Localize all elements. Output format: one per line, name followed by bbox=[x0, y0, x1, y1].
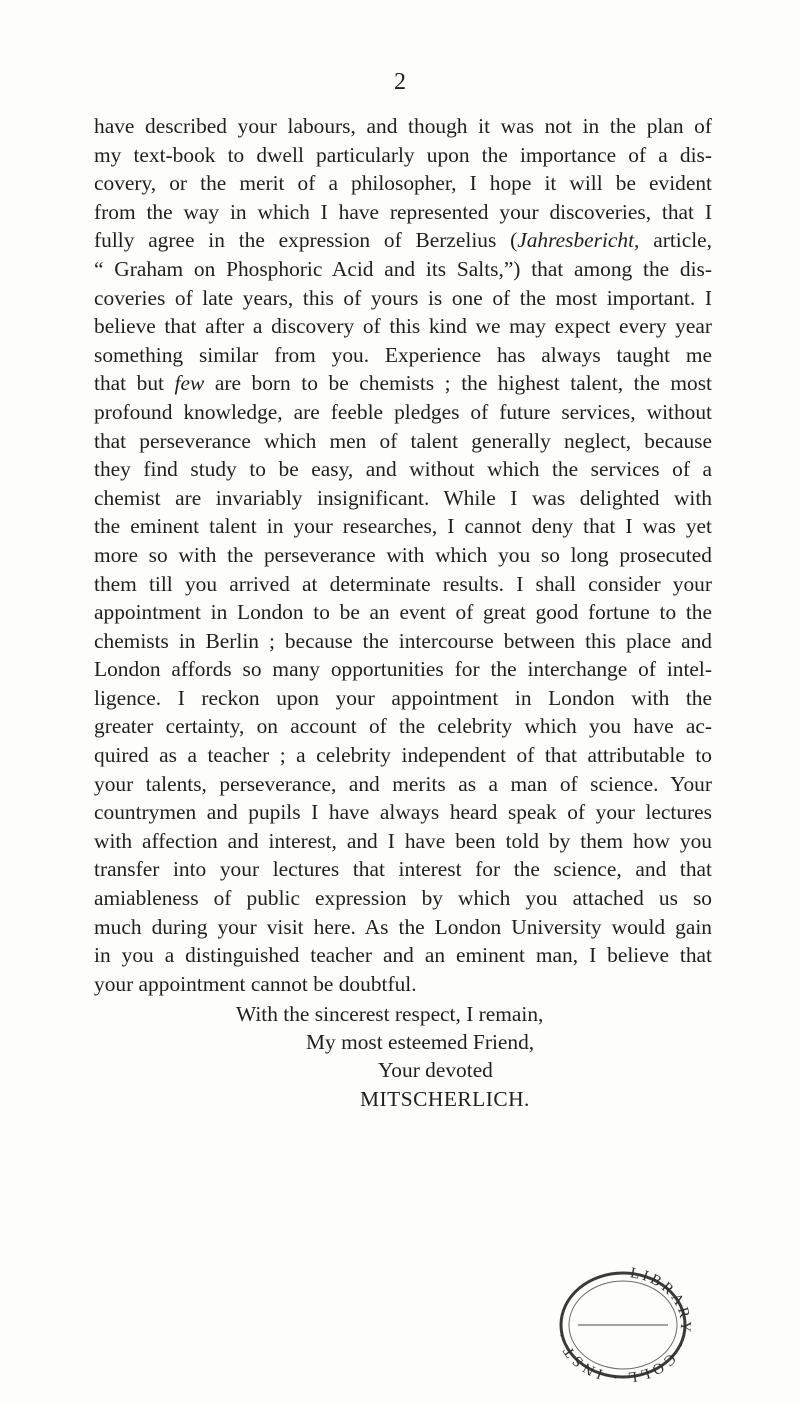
body-line: with affection and interest, and I have been told by them how you bbox=[94, 828, 712, 853]
body-line: my text-book to dwell particularly upon the importance of a dis- bbox=[94, 142, 712, 167]
body-line: coveries of late years, this of yours is one of the most important. I bbox=[94, 285, 712, 310]
body-line: London affords so many opportunities for the interchange of intel- bbox=[94, 657, 712, 682]
body-line: chemists in Berlin ; because the intercourse between this place and bbox=[94, 628, 712, 653]
body-line: appointment in London to be an event of great good fortune to the bbox=[94, 600, 712, 625]
body-line: from the way in which I have represented your discoveries, that I bbox=[94, 199, 712, 224]
body-line: ligence. I reckon upon your appointment in London with the bbox=[94, 685, 712, 710]
stamp-lettering: LIBRARY · COLL · INST · bbox=[553, 1265, 694, 1386]
closing-address: My most esteemed Friend, bbox=[306, 1030, 535, 1054]
body-line: profound knowledge, are feeble pledges of future services, without bbox=[94, 399, 712, 424]
body-line: something similar from you. Experience has always taught me bbox=[94, 342, 712, 367]
closing-salutation: With the sincerest respect, I remain, bbox=[236, 1002, 544, 1026]
body-line: believe that after a discovery of this kind we may expect every year bbox=[94, 314, 712, 339]
body-line: that but few are born to be chemists ; the highest talent, the most bbox=[94, 371, 712, 396]
body-line: your appointment cannot be doubtful. bbox=[94, 971, 417, 996]
body-line: in you a distinguished teacher and an eminent man, I believe that bbox=[94, 943, 712, 968]
body-line: transfer into your lectures that interest for the science, and that bbox=[94, 857, 712, 882]
library-stamp bbox=[548, 1262, 698, 1392]
body-line: quired as a teacher ; a celebrity independent of that attributable to bbox=[94, 743, 712, 768]
body-line: amiableness of public expression by which you attached us so bbox=[94, 886, 712, 911]
body-line: fully agree in the expression of Berzelius (Jahresbericht, article, bbox=[94, 228, 712, 253]
letter-body bbox=[94, 112, 712, 998]
closing-devotion: Your devoted bbox=[378, 1058, 493, 1082]
body-line: “ Graham on Phosphoric Acid and its Salts,”) that among the dis- bbox=[94, 256, 712, 281]
body-line: them till you arrived at determinate results. I shall consider your bbox=[94, 571, 712, 596]
signature: MITSCHERLICH. bbox=[360, 1087, 530, 1111]
body-line: much during your visit here. As the London University would gain bbox=[94, 914, 712, 939]
body-line: that perseverance which men of talent generally neglect, because bbox=[94, 428, 712, 453]
body-line: greater certainty, on account of the celebrity which you have ac- bbox=[94, 714, 712, 739]
body-line: they find study to be easy, and without which the services of a bbox=[94, 457, 712, 482]
body-line: countrymen and pupils I have always heard speak of your lectures bbox=[94, 800, 712, 825]
body-line: covery, or the merit of a philosopher, I hope it will be evident bbox=[94, 171, 712, 196]
body-line: chemist are invariably insignificant. While I was delighted with bbox=[94, 485, 712, 510]
body-line: more so with the perseverance with which you so long prosecuted bbox=[94, 542, 712, 567]
page-number: 2 bbox=[394, 69, 406, 95]
body-line: have described your labours, and though it was not in the plan of bbox=[94, 114, 712, 138]
body-line: your talents, perseverance, and merits as a man of science. Your bbox=[94, 771, 712, 796]
body-line: the eminent talent in your researches, I cannot deny that I was yet bbox=[94, 514, 712, 539]
